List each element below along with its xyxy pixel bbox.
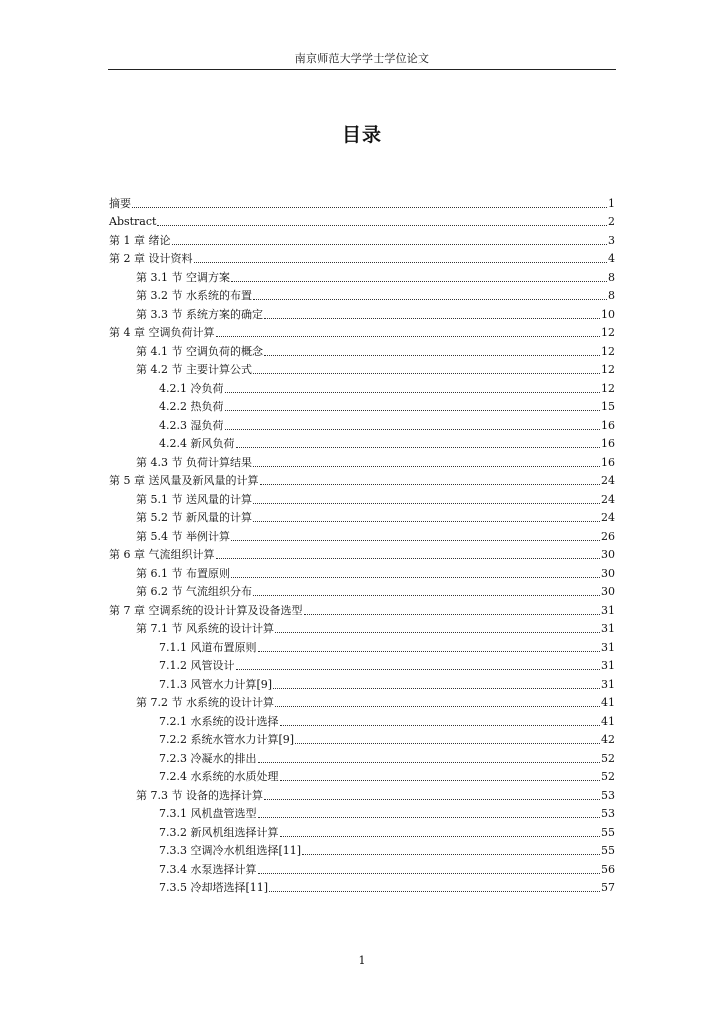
toc-entry[interactable] [109, 284, 615, 303]
toc-entry[interactable] [109, 487, 615, 506]
toc-entry-label: 第 4.1 节 空调负荷的概念 [136, 344, 263, 358]
toc-entry[interactable] [109, 709, 615, 728]
toc-entry[interactable] [109, 857, 615, 876]
toc-entry-page: 24 [601, 511, 615, 524]
toc-entry-label: 第 5.1 节 送风量的计算 [136, 492, 252, 506]
toc-entry-label: 第 6.1 节 布置原则 [136, 566, 230, 580]
toc-entry-page: 12 [601, 344, 615, 358]
toc-dot-leader [253, 521, 600, 522]
toc-dot-leader [295, 743, 600, 744]
toc-dot-leader [258, 651, 601, 652]
toc-dot-leader [258, 817, 601, 818]
toc-entry-page: 55 [601, 844, 615, 857]
toc-entry-page: 31 [601, 640, 615, 654]
toc-entry[interactable] [109, 580, 615, 599]
toc-entry-page: 30 [601, 585, 615, 598]
toc-entry-label: 第 5 章 送风量及新风量的计算 [109, 474, 259, 487]
toc-entry[interactable] [109, 247, 615, 266]
toc-entry[interactable] [109, 450, 615, 469]
toc-entry-page: 26 [601, 529, 615, 543]
toc-entry[interactable] [109, 783, 615, 802]
toc-entry-label: 7.2.3 冷凝水的排出 [159, 751, 257, 765]
toc-dot-leader [264, 355, 600, 356]
toc-entry[interactable] [109, 765, 615, 784]
toc-entry[interactable] [109, 543, 615, 562]
toc-dot-leader [280, 780, 601, 781]
toc-entry-page: 41 [601, 696, 615, 709]
toc-entry-label: 第 4 章 空调负荷计算 [109, 326, 215, 339]
toc-dot-leader [253, 503, 600, 504]
toc-entry[interactable] [109, 635, 615, 654]
toc-entry-page: 4 [608, 252, 615, 265]
toc-entry[interactable] [109, 672, 615, 691]
toc-entry-page: 53 [601, 807, 615, 820]
toc-entry-label: 7.1.2 风管设计 [159, 659, 235, 672]
toc-entry-page: 41 [601, 714, 615, 728]
toc-dot-leader [280, 725, 601, 726]
toc-dot-leader [275, 632, 600, 633]
toc-dot-leader [302, 854, 600, 855]
toc-entry-label: 7.3.4 水泵选择计算 [159, 862, 257, 876]
toc-entry[interactable] [109, 265, 615, 284]
page-number: 1 [358, 954, 366, 967]
toc-dot-leader [194, 262, 608, 263]
toc-entry-label: 7.1.1 风道布置原则 [159, 640, 257, 654]
toc-entry[interactable] [109, 820, 615, 839]
toc-entry[interactable] [109, 746, 615, 765]
toc-dot-leader [280, 836, 601, 837]
toc-dot-leader [132, 207, 607, 208]
toc-entry-page: 30 [601, 548, 615, 561]
toc-dot-leader [172, 244, 608, 245]
toc-entry-label: 第 3.2 节 水系统的布置 [136, 289, 252, 302]
toc-dot-leader [264, 318, 600, 319]
toc-entry-label: 7.3.5 冷却塔选择[11] [159, 881, 269, 894]
toc-entry-page: 42 [601, 733, 615, 746]
toc-entry-label: 第 7.1 节 风系统的设计计算 [136, 622, 274, 635]
toc-dot-leader [273, 688, 600, 689]
toc-entry[interactable] [109, 191, 615, 210]
toc-dot-leader [253, 299, 607, 300]
toc-entry-label: 第 3.1 节 空调方案 [136, 270, 230, 284]
table-of-contents [109, 191, 615, 894]
toc-entry-page: 24 [601, 474, 615, 487]
toc-entry-page: 31 [601, 603, 615, 617]
toc-entry-page: 56 [601, 862, 615, 876]
toc-entry-label: 7.3.1 风机盘管选型 [159, 807, 257, 820]
toc-dot-leader [231, 281, 607, 282]
toc-entry-page: 12 [601, 381, 615, 395]
toc-entry-label: Abstract [109, 215, 157, 228]
toc-dot-leader [264, 799, 600, 800]
toc-entry-label: 摘要 [109, 196, 131, 210]
toc-entry-label: 第 1 章 绪论 [109, 233, 171, 247]
toc-entry-label: 第 4.3 节 负荷计算结果 [136, 455, 252, 469]
toc-entry-label: 7.2.4 水系统的水质处理 [159, 770, 279, 783]
toc-entry-label: 4.2.2 热负荷 [159, 400, 224, 413]
toc-entry[interactable] [109, 395, 615, 414]
toc-entry-page: 3 [608, 233, 615, 247]
toc-dot-leader [231, 577, 600, 578]
toc-entry-page: 31 [601, 677, 615, 691]
toc-entry-label: 第 7 章 空调系统的设计计算及设备选型 [109, 603, 303, 617]
toc-entry[interactable] [109, 802, 615, 821]
toc-entry[interactable] [109, 469, 615, 488]
toc-entry-page: 2 [608, 215, 615, 228]
toc-dot-leader [253, 595, 600, 596]
toc-entry-label: 第 6 章 气流组织计算 [109, 548, 215, 561]
toc-entry-page: 8 [608, 270, 615, 284]
toc-entry[interactable] [109, 876, 615, 895]
toc-entry-page: 52 [601, 770, 615, 783]
toc-entry-label: 7.1.3 风管水力计算[9] [159, 677, 273, 691]
toc-entry-page: 24 [601, 492, 615, 506]
toc-entry[interactable] [109, 728, 615, 747]
toc-entry-label: 4.2.3 湿负荷 [159, 418, 224, 432]
toc-dot-leader [258, 762, 601, 763]
toc-dot-leader [269, 891, 600, 892]
toc-dot-leader [253, 466, 600, 467]
running-header: 南京师范大学学士学位论文 [294, 52, 430, 65]
toc-entry-label: 第 4.2 节 主要计算公式 [136, 363, 252, 376]
toc-entry-page: 16 [601, 437, 615, 450]
toc-entry-page: 8 [608, 289, 615, 302]
toc-entry-page: 1 [608, 196, 615, 210]
toc-entry-page: 31 [601, 659, 615, 672]
toc-entry-page: 52 [601, 751, 615, 765]
toc-entry-label: 第 6.2 节 气流组织分布 [136, 585, 252, 598]
toc-dot-leader [258, 873, 601, 874]
toc-entry-label: 第 7.2 节 水系统的设计计算 [136, 696, 274, 709]
toc-entry-label: 7.2.1 水系统的设计选择 [159, 714, 279, 728]
toc-entry[interactable] [109, 432, 615, 451]
toc-dot-leader [275, 706, 600, 707]
toc-entry-label: 第 2 章 设计资料 [109, 252, 193, 265]
toc-entry-label: 7.2.2 系统水管水力计算[9] [159, 733, 295, 746]
header-rule [108, 69, 616, 70]
toc-entry-page: 12 [601, 326, 615, 339]
toc-dot-leader [253, 373, 600, 374]
toc-entry[interactable] [109, 321, 615, 340]
toc-dot-leader [225, 410, 601, 411]
toc-entry-page: 30 [601, 566, 615, 580]
toc-entry[interactable] [109, 617, 615, 636]
toc-entry[interactable] [109, 339, 615, 358]
toc-entry-page: 16 [601, 455, 615, 469]
toc-dot-leader [231, 540, 600, 541]
toc-entry[interactable] [109, 691, 615, 710]
toc-dot-leader [225, 392, 601, 393]
toc-dot-leader [260, 484, 601, 485]
toc-entry[interactable] [109, 524, 615, 543]
toc-entry-label: 7.3.3 空调冷水机组选择[11] [159, 844, 302, 857]
toc-entry-label: 第 3.3 节 系统方案的确定 [136, 307, 263, 321]
toc-dot-leader [225, 429, 601, 430]
toc-entry-label: 4.2.4 新风负荷 [159, 437, 235, 450]
toc-dot-leader [216, 336, 601, 337]
toc-dot-leader [157, 225, 607, 226]
toc-dot-leader [236, 447, 601, 448]
toc-entry[interactable] [109, 839, 615, 858]
toc-entry-page: 31 [601, 622, 615, 635]
toc-entry-page: 10 [601, 307, 615, 321]
toc-entry-page: 15 [601, 400, 615, 413]
toc-entry-label: 4.2.1 冷负荷 [159, 381, 224, 395]
toc-entry-page: 12 [601, 363, 615, 376]
toc-entry-label: 第 7.3 节 设备的选择计算 [136, 788, 263, 802]
toc-dot-leader [216, 558, 601, 559]
toc-entry[interactable] [109, 228, 615, 247]
toc-entry[interactable] [109, 654, 615, 673]
toc-dot-leader [304, 614, 601, 615]
toc-entry[interactable] [109, 376, 615, 395]
toc-entry-label: 第 5.2 节 新风量的计算 [136, 511, 252, 524]
toc-entry[interactable] [109, 506, 615, 525]
toc-entry[interactable] [109, 598, 615, 617]
toc-entry-page: 57 [601, 881, 615, 894]
toc-entry[interactable] [109, 210, 615, 229]
toc-entry[interactable] [109, 413, 615, 432]
toc-entry[interactable] [109, 561, 615, 580]
toc-entry-page: 16 [601, 418, 615, 432]
toc-title: 目录 [341, 124, 382, 146]
toc-entry[interactable] [109, 358, 615, 377]
toc-entry-page: 53 [601, 788, 615, 802]
toc-entry-label: 第 5.4 节 举例计算 [136, 529, 230, 543]
toc-entry-page: 55 [601, 825, 615, 839]
toc-entry[interactable] [109, 302, 615, 321]
toc-dot-leader [236, 669, 601, 670]
toc-entry-label: 7.3.2 新风机组选择计算 [159, 825, 279, 839]
